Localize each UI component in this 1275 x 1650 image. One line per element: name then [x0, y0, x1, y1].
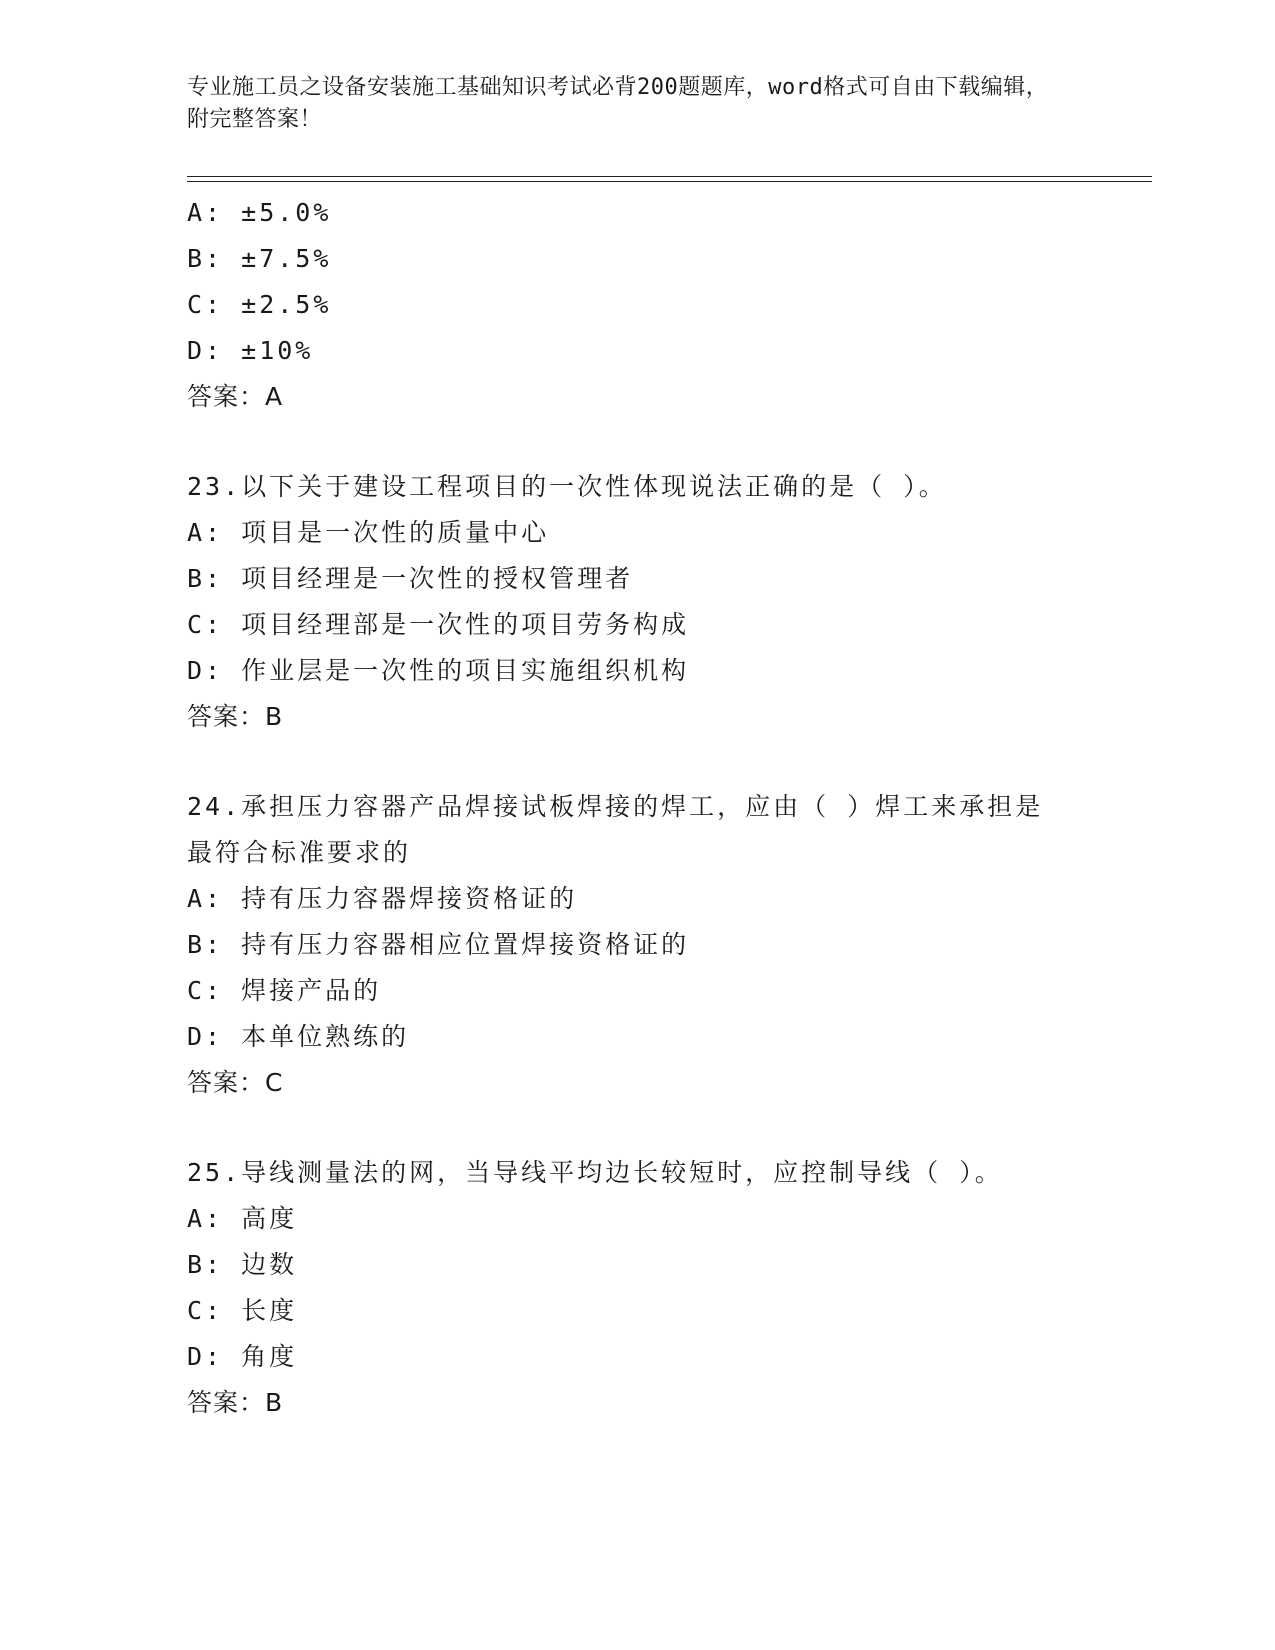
option-b: B: 边数 [187, 1250, 298, 1279]
option-d: D: 角度 [187, 1342, 298, 1371]
option-b: B: 项目经理是一次性的授权管理者 [187, 564, 634, 593]
answer-line: 答案：B [187, 702, 284, 731]
option-a: A: 高度 [187, 1204, 298, 1233]
question-stem: 24.承担压力容器产品焊接试板焊接的焊工，应由（ ）焊工来承担是 [187, 792, 1044, 821]
option-c: C: 长度 [187, 1296, 298, 1325]
question-stem: 25.导线测量法的网，当导线平均边长较短时，应控制导线（ ）。 [187, 1158, 1003, 1187]
answer-line: 答案：C [187, 1068, 284, 1097]
question-23 [187, 464, 1152, 740]
header-divider-bottom [187, 181, 1152, 182]
option-b: B: ±7.5% [187, 244, 332, 273]
option-d: D: 作业层是一次性的项目实施组织机构 [187, 656, 690, 685]
option-a: A: 持有压力容器焊接资格证的 [187, 884, 578, 913]
question-stem-continued: 最符合标准要求的 [187, 838, 412, 867]
option-d: D: ±10% [187, 336, 314, 365]
option-c: C: 项目经理部是一次性的项目劳务构成 [187, 610, 690, 639]
answer-line: 答案：A [187, 382, 284, 411]
option-c: C: 焊接产品的 [187, 976, 382, 1005]
option-c: C: ±2.5% [187, 290, 332, 319]
question-content [187, 190, 1152, 1426]
question-25 [187, 1150, 1152, 1426]
document-header-title: 专业施工员之设备安装施工基础知识考试必背200题题库，word格式可自由下载编辑，附完整答案！ [187, 75, 1049, 132]
option-a: A: ±5.0% [187, 198, 332, 227]
answer-line: 答案：B [187, 1388, 284, 1417]
header-divider-top [187, 176, 1152, 177]
question-stem: 23.以下关于建设工程项目的一次性体现说法正确的是（ ）。 [187, 472, 947, 501]
option-a: A: 项目是一次性的质量中心 [187, 518, 550, 547]
option-d: D: 本单位熟练的 [187, 1022, 410, 1051]
question-24 [187, 784, 1152, 1106]
option-b: B: 持有压力容器相应位置焊接资格证的 [187, 930, 690, 959]
question-22-continued [187, 190, 1152, 420]
